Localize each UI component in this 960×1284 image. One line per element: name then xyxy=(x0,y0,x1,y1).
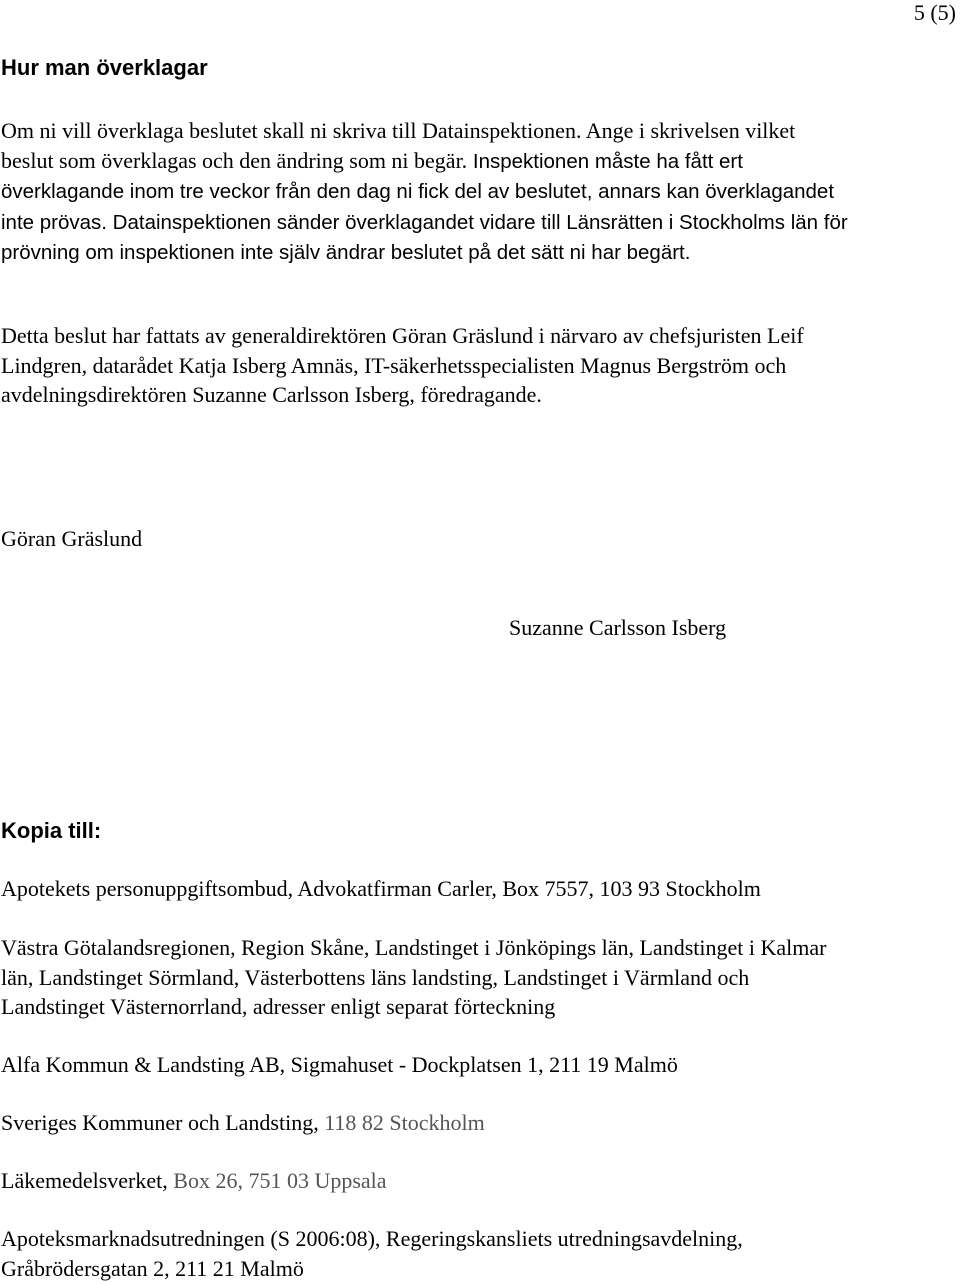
appeal-heading: Hur man överklagar xyxy=(1,55,208,80)
copy-recipient-name: Läkemedelsverket, xyxy=(1,1168,174,1193)
copy-recipient-address: 118 82 Stockholm xyxy=(324,1110,485,1135)
copy-recipient-name: Sveriges Kommuner och Landsting, xyxy=(1,1110,325,1135)
appeal-paragraph-part1: Om ni vill överklaga beslutet skall ni skriva till Datainspektionen. Ange i skrivelsen vilket beslut som överklagas och den ändring som ni begär. xyxy=(1,118,796,173)
copy-recipient xyxy=(1,1108,956,1138)
copy-recipient-name: Apoteksmarknadsutredningen (S 2006:08), Regeringskansliets utredningsavdelning, Gråbrödersgatan 2, 211 21 Malmö xyxy=(1,1226,743,1281)
copy-recipient-name: Västra Götalandsregionen, Region Skåne, Landstinget i Jönköpings län, Landstinget i Kalmar län, Landstinget Sörmland, Västerbottens läns landsting, Landstinget i Värmland och Landstinget Västernorrland, adresser enligt separat förteckning xyxy=(1,935,827,1019)
copy-recipient-address: Box 26, 751 03 Uppsala xyxy=(173,1168,387,1193)
copy-recipient xyxy=(1,874,956,904)
copy-recipient xyxy=(1,1224,956,1283)
copy-recipient-name: Apotekets personuppgiftsombud, Advokatfirman Carler, Box 7557, 103 93 Stockholm xyxy=(1,876,761,901)
copies-heading: Kopia till: xyxy=(1,818,102,843)
signature-director: Göran Gräslund xyxy=(1,526,143,551)
copy-recipient-name: Alfa Kommun & Landsting AB, Sigmahuset - Dockplatsen 1, 211 19 Malmö xyxy=(1,1052,678,1077)
page-number: 5 (5) xyxy=(913,0,956,25)
copy-recipient xyxy=(1,1166,956,1196)
copy-recipient xyxy=(1,933,956,1022)
appeal-paragraph-part2: Inspektionen måste ha fått ert xyxy=(467,149,743,173)
signature-rapporteur: Suzanne Carlsson Isberg xyxy=(509,615,727,640)
decision-paragraph: Detta beslut har fattats av generaldirektören Göran Gräslund i närvaro av chefsjuristen Leif Lindgren, datarådet Katja Isberg Amnäs, IT-säkerhetsspecialisten Magnus Bergström och avdelningsdirektören Suzanne Carlsson Isberg, föredragande. xyxy=(1,323,804,407)
appeal-paragraph xyxy=(1,116,956,268)
copy-recipient xyxy=(1,1050,956,1080)
appeal-paragraph-part3: överklagande inom tre veckor från den dag ni fick del av beslutet, annars kan överklagandet inte prövas. Datainspektionen sänder överklagandet vidare till Länsrätten i Stockholms län för prövning om inspektionen inte själv ändrar beslutet på det sätt ni har begärt. xyxy=(1,180,848,264)
